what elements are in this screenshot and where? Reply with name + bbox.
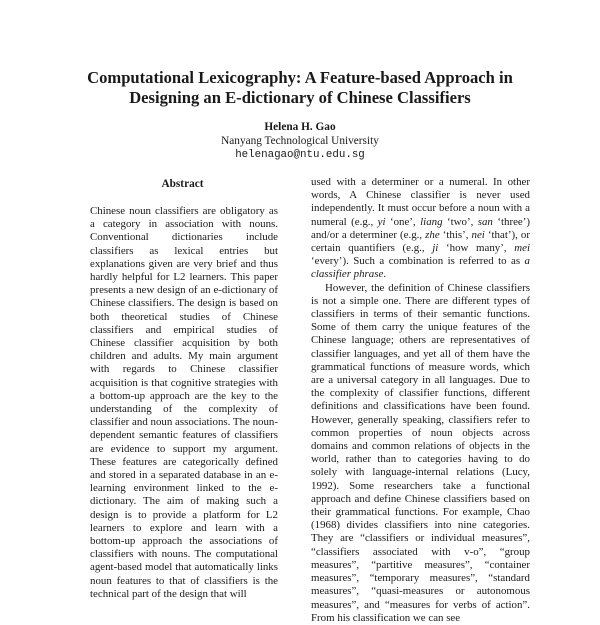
abstract-column [90, 205, 278, 601]
author-email: helenagao@ntu.edu.sg [235, 149, 365, 161]
abstract-heading: Abstract [161, 178, 204, 190]
author-name: Helena H. Gao [264, 121, 336, 133]
body-paragraph-1: used with a determiner or a numeral. In other words, A Chinese classifier is never used independently. It must occur before a noun with a numeral (e.g., yi ‘one’, liang ‘two’, san ‘three’) and/or a determiner (e.g., zhe ‘this’, nei ‘that’), or certain quantifiers (e.g., ji ‘how many’, mei ‘every’). Such a combination is referred to as a classifier phrase. [311, 176, 530, 281]
abstract-text: Chinese noun classifiers are obligatory as a category in association with nouns. Conventional dictionaries include classifiers as lexical entries but explanations given are very brief and thus hardly helpful for L2 learners. This paper presents a new design of an e-dictionary of Chinese classifiers. The design is based on both theoretical studies of Chinese classifiers and empirical studies of Chinese classifier acquisition by both children and adults. My main argument with regards to Chinese classifier acquisition is that cognitive strategies with a bottom-up approach are the key to the understanding of the complexity of classifier and noun associations. The noun-dependent semantic features of classifiers are evidence to support my argument. These features are categorically defined and stored in a separated database in an e-learning environment linked to the e-dictionary. The aim of making such a design is to provide a platform for L2 learners to explore and learn with a bottom-up approach the associations of classifiers with nouns. The computational agent-based model that automatically links noun features to that of classifiers is the technical part of the design that will [90, 205, 278, 600]
paper-title-line-1: Computational Lexicography: A Feature-based Approach in [87, 68, 513, 87]
author-block [150, 120, 450, 162]
body-paragraph-2: However, the definition of Chinese classifiers is not a simple one. There are different types of classifiers in terms of their semantic functions. Some of them carry the unique features of the Chinese language; others are representatives of classifier languages, and yet all of them have the grammatical functions of measure words, which are a universal category in all languages. Due to the complexity of classifier functions, different definitions and classifications have been found. However, generally speaking, classifiers refer to common properties of noun objects across domains and common relations of objects in the world, rather than to categories having to do solely with language-internal relations (Lucy, 1992). Some researchers take a functional approach and define Chinese classifiers based on their grammatical functions. For example, Chao (1968) divides classifiers into nine categories. They are “classifiers or individual measures”, “classifiers associated with v-o”, “group measures”, “partitive measures”, “container measures”, “temporary measures”, “standard measures”, “quasi-measures or autonomous measures”, and “measures for verbs of action”. From his classification we can see [311, 281, 530, 624]
paper-title-line-2: Designing an E-dictionary of Chinese Classifiers [129, 88, 471, 107]
paper-title [60, 68, 540, 108]
author-affiliation: Nanyang Technological University [221, 135, 379, 147]
body-column-right [311, 176, 530, 625]
